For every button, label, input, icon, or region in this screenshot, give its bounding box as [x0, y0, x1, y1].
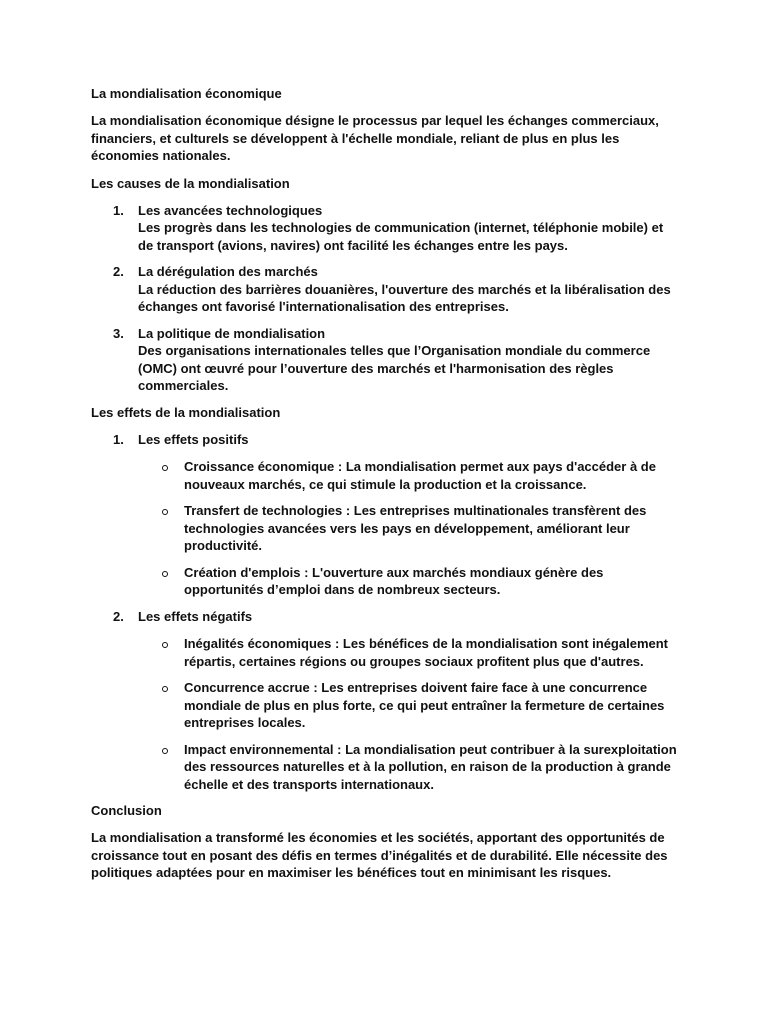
cause-item [91, 325, 678, 395]
effects-group-negative [91, 608, 678, 794]
cause-item [91, 202, 678, 255]
list-item [138, 741, 678, 794]
bullet-text: Création d'emplois : L'ouverture aux marchés mondiaux génère des opportunités d’emploi dans de nombreux secteurs. [184, 564, 604, 597]
cause-text: Des organisations internationales telles que l’Organisation mondiale du commerce (OMC) ont œuvré pour l’ouverture des marchés et l'harmonisation des règles commerciales. [138, 343, 651, 393]
circle-bullet-icon [162, 509, 168, 515]
effects-list [91, 431, 678, 794]
negative-effects-list [138, 635, 678, 793]
bullet-text: Inégalités économiques : Les bénéfices de la mondialisation sont inégalement répartis, certaines régions ou groupes sociaux profitent plus que d'autres. [184, 636, 669, 669]
list-item [138, 564, 678, 599]
list-item [138, 458, 678, 493]
list-item [138, 679, 678, 732]
cause-text: Les progrès dans les technologies de communication (internet, téléphonie mobile) et de transport (avions, navires) ont facilité les échanges entre les pays. [138, 220, 664, 253]
list-item [138, 635, 678, 670]
causes-heading: Les causes de la mondialisation [91, 175, 290, 191]
circle-bullet-icon [162, 686, 168, 692]
bullet-text: Transfert de technologies : Les entreprises multinationales transfèrent des technologies avancées vers les pays en développement, améliorant leur productivité. [184, 503, 647, 553]
bullet-text: Impact environnemental : La mondialisation peut contribuer à la surexploitation des ressources naturelles et à la pollution, en raison de la production à grande échelle et des transports internationaux. [184, 741, 677, 792]
cause-title: La dérégulation des marchés [138, 264, 318, 279]
cause-title: Les avancées technologiques [138, 202, 323, 218]
effects-group-title: Les effets positifs [138, 431, 249, 447]
causes-list [91, 202, 678, 395]
list-number: 3. [113, 325, 124, 341]
effects-heading: Les effets de la mondialisation [91, 404, 281, 420]
circle-bullet-icon [162, 642, 168, 648]
positive-effects-list [138, 458, 678, 599]
list-number: 2. [113, 608, 124, 624]
circle-bullet-icon [162, 571, 168, 577]
list-item [138, 502, 678, 555]
conclusion-paragraph: La mondialisation a transformé les économies et les sociétés, apportant des opportunités de croissance tout en posant des défis en termes d’inégalités et de durabilité. Elle nécessite des politiques adaptées pour en maximiser les bénéfices tout en minimisant les risques. [91, 830, 668, 880]
circle-bullet-icon [162, 465, 168, 471]
document-title: La mondialisation économique [91, 86, 282, 101]
list-number: 1. [113, 431, 124, 447]
bullet-text: Concurrence accrue : Les entreprises doivent faire face à une concurrence mondiale de plus en plus forte, ce qui peut entraîner la fermeture de certaines entreprises locales. [184, 680, 665, 730]
conclusion-heading: Conclusion [91, 803, 162, 818]
effects-group-title: Les effets négatifs [138, 608, 253, 624]
intro-paragraph: La mondialisation économique désigne le processus par lequel les échanges commerciaux, financiers, et culturels se développent à l'échelle mondiale, reliant de plus en plus les économies nationales. [91, 113, 659, 163]
bullet-text: Croissance économique : La mondialisation permet aux pays d'accéder à de nouveaux marchés, ce qui stimule la production et la croissance. [184, 459, 656, 492]
circle-bullet-icon [162, 748, 168, 754]
cause-text: La réduction des barrières douanières, l'ouverture des marchés et la libéralisation des échanges ont favorisé l'internationalisation des entreprises. [138, 281, 671, 314]
list-number: 1. [113, 202, 124, 218]
cause-title: La politique de mondialisation [138, 325, 326, 341]
list-number: 2. [113, 264, 124, 279]
cause-item [91, 263, 678, 316]
effects-group-positive [91, 431, 678, 599]
